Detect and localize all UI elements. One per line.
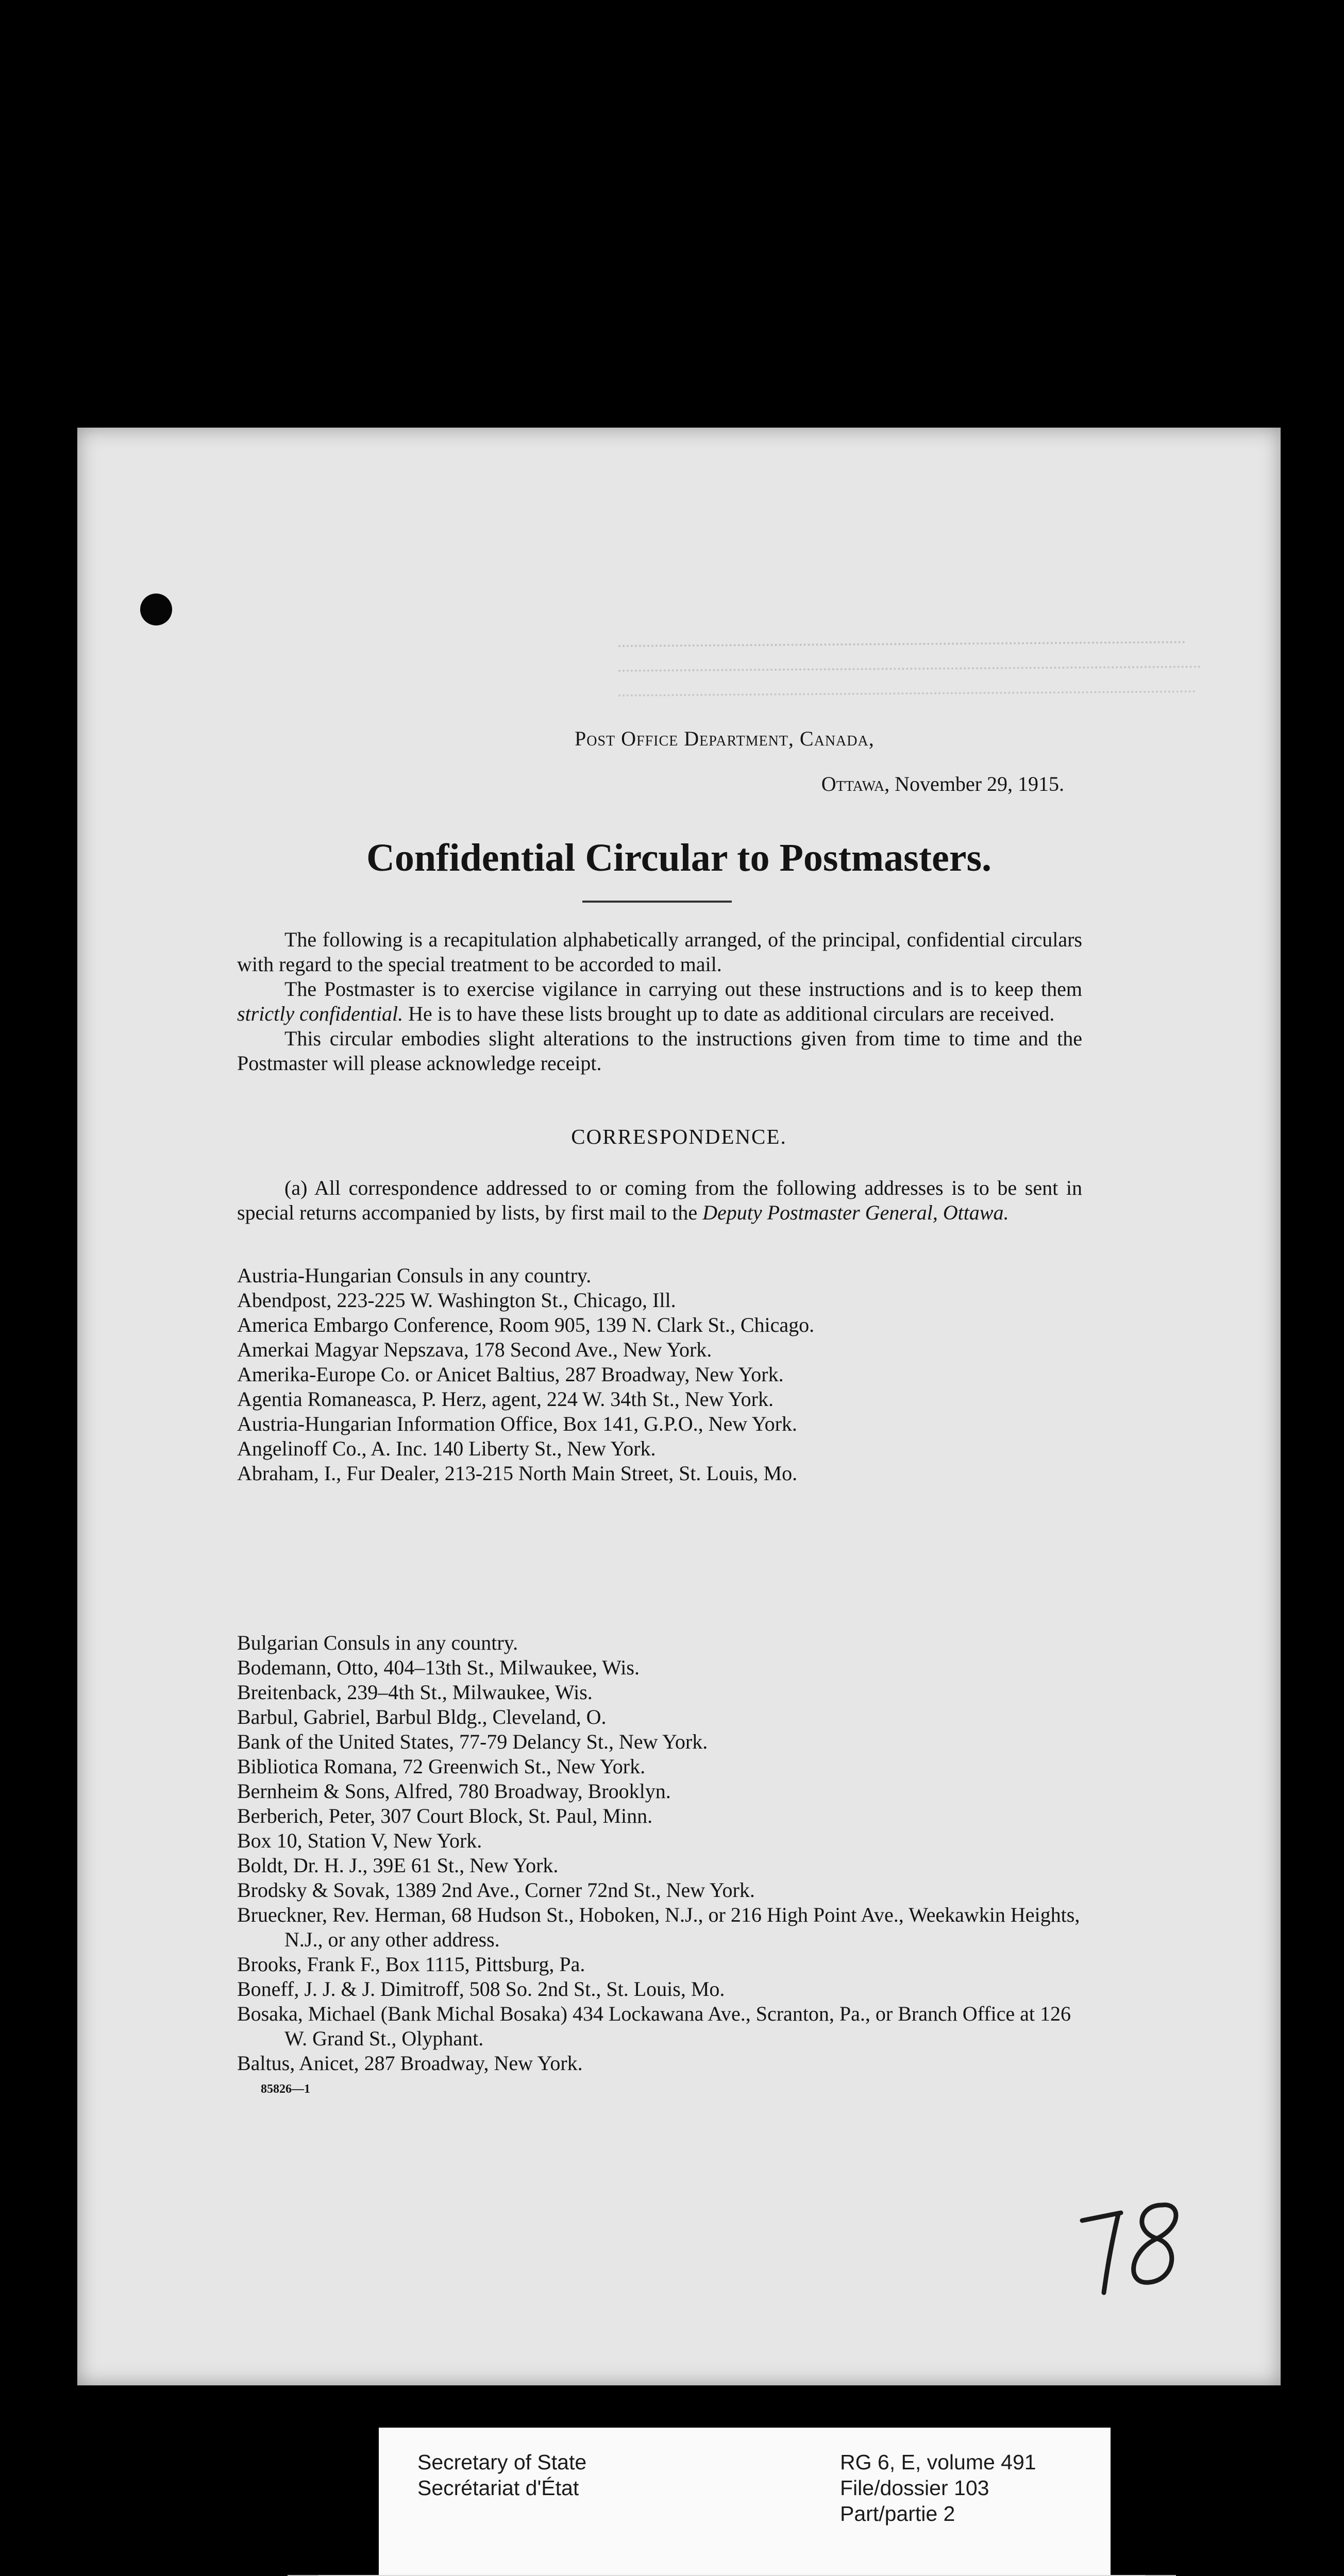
intro-paragraph-2-emphasis: strictly confidential. (237, 1002, 404, 1025)
title-rule (582, 901, 732, 903)
instruction-marker: (a) (284, 1176, 308, 1199)
list-item: Agentia Romaneasca, P. Herz, agent, 224 W. 34th St., New York. (237, 1387, 774, 1411)
archive-label-right (840, 2449, 1036, 2527)
list-item: America Embargo Conference, Room 905, 139 N. Clark St., Chicago. (237, 1313, 815, 1336)
list-item: Bank of the United States, 77-79 Delancy St., New York. (237, 1730, 708, 1753)
archive-label-left (417, 2449, 586, 2501)
page-title: Confidential Circular to Postmasters. (366, 836, 992, 879)
bleed-through-ghost-text (618, 632, 1201, 704)
file-number: File/dossier 103 (840, 2476, 989, 2500)
list-item: Bernheim & Sons, Alfred, 780 Broadway, Brooklyn. (237, 1780, 671, 1803)
list-item: Abraham, I., Fur Dealer, 213-215 North Main Street, St. Louis, Mo. (237, 1462, 798, 1485)
list-item: Brodsky & Sovak, 1389 2nd Ave., Corner 72nd St., New York. (237, 1878, 755, 1902)
list-item: Abendpost, 223-225 W. Washington St., Chicago, Ill. (237, 1289, 676, 1312)
date-line (821, 772, 1064, 796)
part-number: Part/partie 2 (840, 2502, 955, 2526)
record-group: RG 6, E, volume 491 (840, 2450, 1036, 2474)
instruction-recipient: Deputy Postmaster General, Ottawa. (702, 1201, 1009, 1224)
intro-paragraph-1: The following is a recapitulation alphabetically arranged, of the principal, confidential circulars with regard to the special treatment to be accorded to mail. (237, 928, 1082, 976)
archive-reference-label (379, 2428, 1111, 2576)
intro-paragraph-3: This circular embodies slight alterations to the instructions given from time to time and the Postmaster will please acknowledge receipt. (237, 1027, 1082, 1075)
intro-paragraph-2 (237, 977, 1082, 1026)
list-item: Brooks, Frank F., Box 1115, Pittsburg, Pa. (237, 1953, 585, 1976)
intro-paragraph-2-start: The Postmaster is to exercise vigilance in carrying out these instructions and is to keep them (284, 977, 1082, 1001)
list-item: Boneff, J. J. & J. Dimitroff, 508 So. 2nd St., St. Louis, Mo. (237, 1977, 725, 2001)
list-item: Boldt, Dr. H. J., 39E 61 St., New York. (237, 1854, 559, 1877)
document-page (77, 428, 1281, 2385)
department-heading: Post Office Department, Canada, (575, 727, 875, 750)
instruction-paragraph (237, 1176, 1082, 1225)
list-item: Baltus, Anicet, 287 Broadway, New York. (237, 2052, 583, 2075)
list-item: Bosaka, Michael (Bank Michal Bosaka) 434 Lockawana Ave., Scranton, Pa., or Branch Office at 126 W. Grand St., Olyphant. (237, 2002, 1071, 2050)
print-code: 85826—1 (261, 2082, 310, 2096)
list-item: Austria-Hungarian Information Office, Box 141, G.P.O., New York. (237, 1412, 797, 1435)
list-item: Berberich, Peter, 307 Court Block, St. Paul, Minn. (237, 1804, 653, 1827)
list-item: Breitenback, 239–4th St., Milwaukee, Wis. (237, 1681, 593, 1704)
department-en: Secretary of State (417, 2450, 587, 2474)
address-list-b (237, 1631, 1087, 2076)
intro-paragraph-2-end: He is to have these lists brought up to date as additional circulars are received. (408, 1002, 1055, 1025)
list-item: Amerika-Europe Co. or Anicet Baltius, 287 Broadway, New York. (237, 1363, 784, 1386)
handwritten-page-number (1072, 2190, 1206, 2303)
list-item: Bulgarian Consuls in any country. (237, 1631, 518, 1654)
list-item: Angelinoff Co., A. Inc. 140 Liberty St., New York. (237, 1437, 656, 1460)
list-item: Barbul, Gabriel, Barbul Bldg., Cleveland, O. (237, 1705, 607, 1728)
circular-date: November 29, 1915. (895, 772, 1064, 795)
section-heading: CORRESPONDENCE. (571, 1125, 787, 1148)
list-item: Bodemann, Otto, 404–13th St., Milwaukee, Wis. (237, 1656, 640, 1679)
instruction-a (237, 1176, 1082, 1225)
instruction-text: All correspondence addressed to or coming from the following addresses is to be sent in special returns accompanied by lists, by first mail to the (237, 1176, 1082, 1224)
address-list-a (237, 1263, 1087, 1486)
list-item: Box 10, Station V, New York. (237, 1829, 482, 1852)
city-name: Ottawa, (821, 772, 890, 795)
punch-hole (140, 594, 172, 625)
list-item: Amerkai Magyar Nepszava, 178 Second Ave., New York. (237, 1338, 712, 1361)
list-item: Austria-Hungarian Consuls in any country. (237, 1264, 592, 1287)
intro-text (237, 927, 1082, 1076)
department-fr: Secrétariat d'État (417, 2476, 579, 2500)
list-item: Brueckner, Rev. Herman, 68 Hudson St., Hoboken, N.J., or 216 High Point Ave., Weekawkin Heights, N.J., or any other address. (237, 1903, 1080, 1951)
list-item: Bibliotica Romana, 72 Greenwich St., New York. (237, 1755, 646, 1778)
